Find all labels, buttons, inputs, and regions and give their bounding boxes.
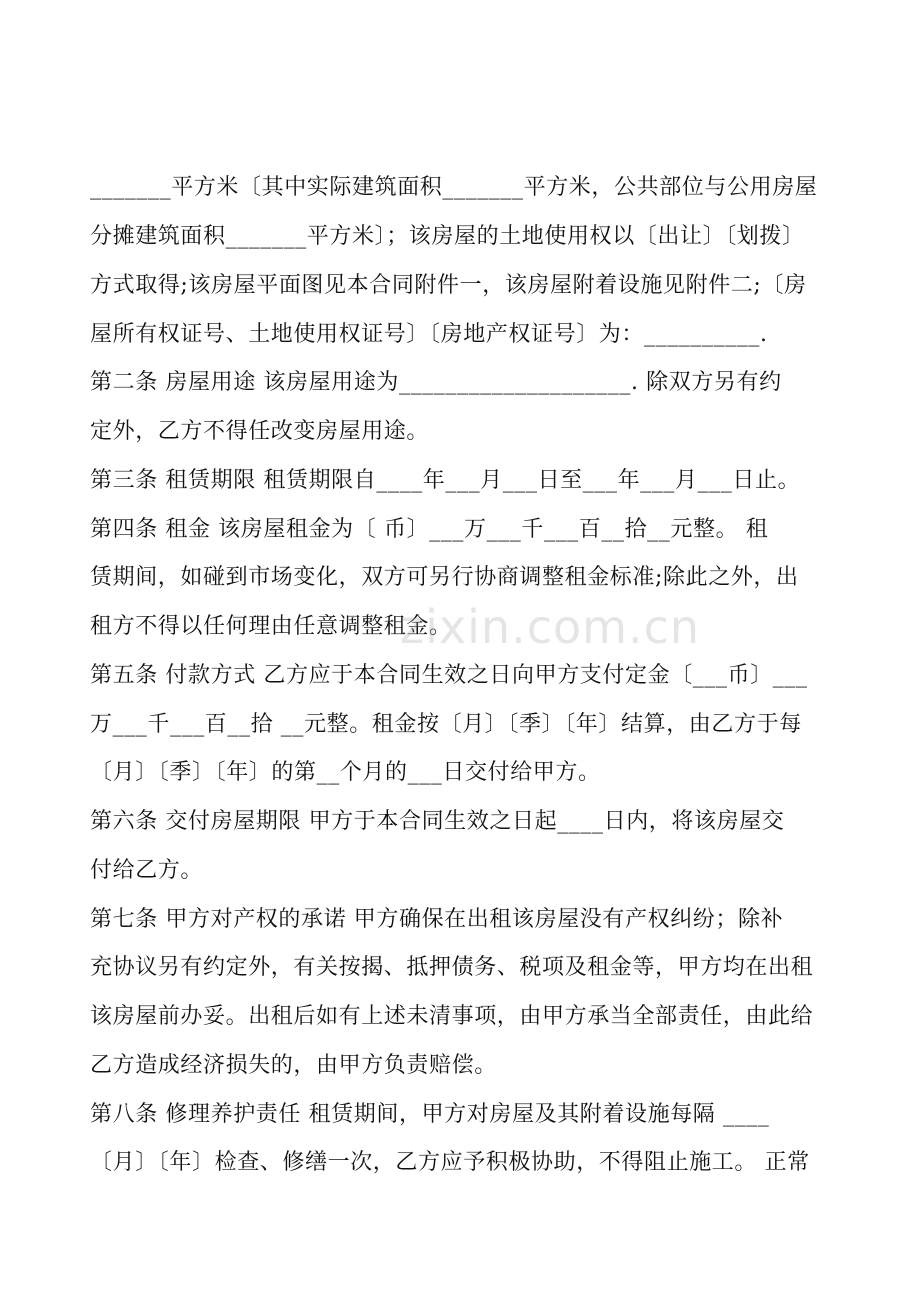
text-line: 第三条 租赁期限 租赁期限自____年___月___日至___年___月___日止。: [90, 468, 801, 493]
watermark: zixin.com.cn: [400, 600, 701, 654]
text-line: 方式取得;该房屋平面图见本合同附件一，该房屋附着设施见附件二;〔房: [90, 273, 807, 298]
text-line: 第五条 付款方式 乙方应于本合同生效之日向甲方支付定金〔___币〕___: [90, 663, 808, 688]
text-line: 乙方造成经济损失的，由甲方负责赔偿。: [90, 1053, 497, 1078]
text-line: 充协议另有约定外，有关按揭、抵押债务、税项及租金等，甲方均在出租: [90, 955, 814, 980]
text-line: 付给乙方。: [90, 858, 204, 883]
text-line: 屋所有权证号、土地使用权证号〕〔房地产权证号〕为：__________.: [90, 322, 768, 347]
text-line: _______平方米〔其中实际建筑面积_______平方米，公共部位与公用房屋: [90, 175, 818, 200]
text-line: 第四条 租金 该房屋租金为〔 币〕___万___千___百__拾__元整。 租: [90, 517, 769, 542]
text-line: 第二条 房屋用途 该房屋用途为____________________. 除双方另有约: [90, 370, 782, 395]
text-line: 第八条 修理养护责任 租赁期间，甲方对房屋及其附着设施每隔 ____: [90, 1102, 770, 1127]
text-line: 租方不得以任何理由任意调整租金。: [90, 614, 452, 639]
text-line: 〔月〕〔季〕〔年〕的第__个月的___日交付给甲方。: [90, 760, 601, 785]
text-line: 该房屋前办妥。出租后如有上述未清事项，由甲方承当全部责任，由此给: [90, 1004, 814, 1029]
text-line: 第七条 甲方对产权的承诺 甲方确保在出租该房屋没有产权纠纷；除补: [90, 907, 784, 932]
text-line: 万___千___百__拾 __元整。租金按〔月〕〔季〕〔年〕结算，由乙方于每: [90, 712, 802, 737]
text-line: 赁期间，如碰到市场变化，双方可另行协商调整租金标准;除此之外，出: [90, 565, 799, 590]
text-line: 定外，乙方不得任改变房屋用途。: [90, 419, 430, 444]
text-line: 〔月〕〔年〕检查、修缮一次，乙方应予积极协助，不得阻止施工。 正常: [90, 1150, 810, 1175]
text-line: 第六条 交付房屋期限 甲方于本合同生效之日起____日内，将该房屋交: [90, 809, 785, 834]
text-line: 分摊建筑面积_______平方米〕；该房屋的土地使用权以〔出让〕〔划拨〕: [90, 224, 805, 249]
